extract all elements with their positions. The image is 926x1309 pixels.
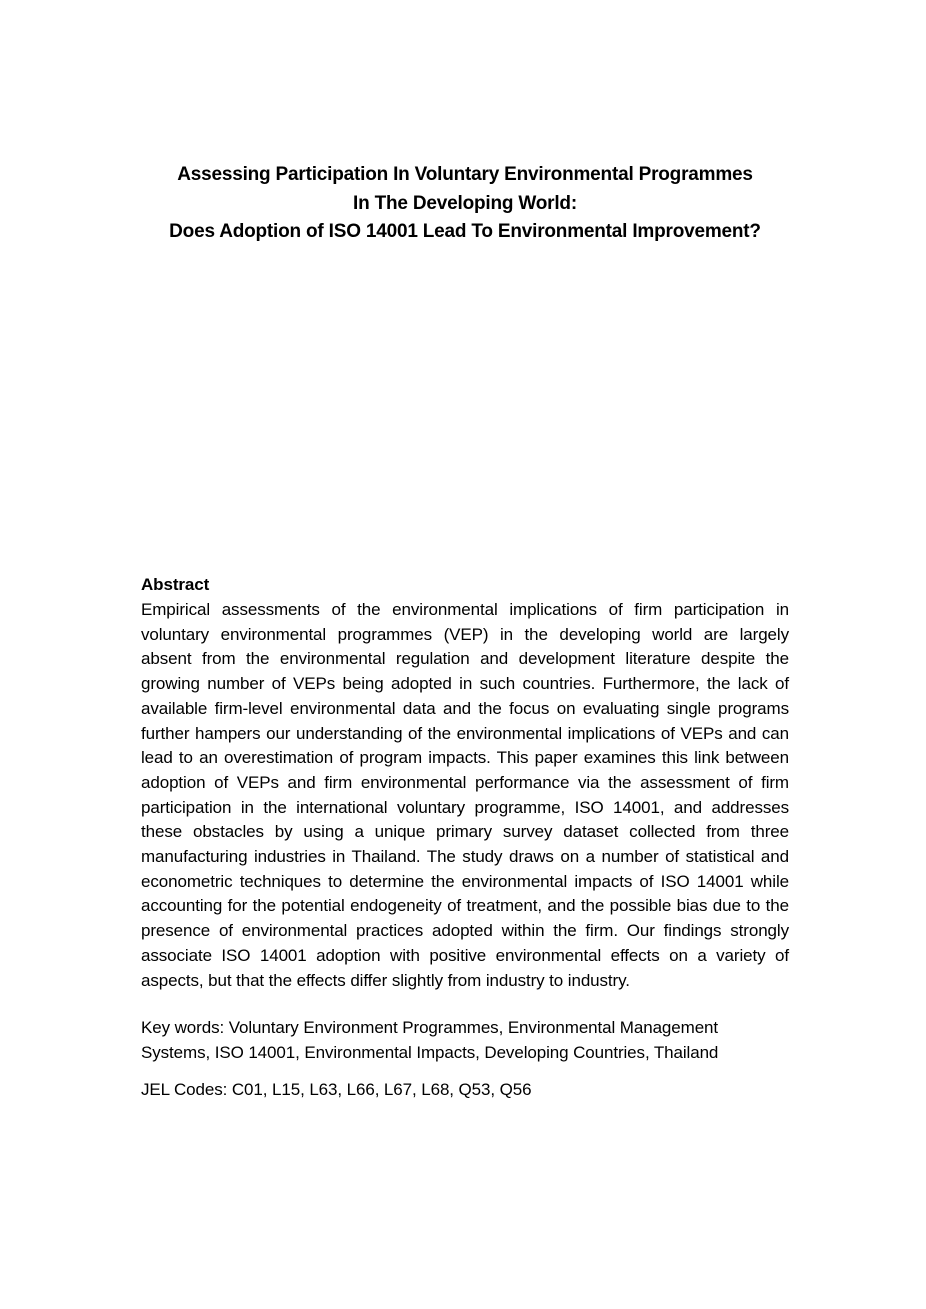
text-line: associate ISO 14001 adoption with positive environmental effects on a variety of (141, 945, 789, 965)
abstract-text (141, 598, 789, 993)
text-line: available firm-level environmental data and the focus on evaluating single programs (141, 698, 789, 718)
keywords-text (141, 1016, 789, 1065)
text-line: aspects, but that the effects differ slightly from industry to industry. (141, 970, 630, 990)
text-line: In The Developing World: (353, 192, 577, 214)
text-line: voluntary environmental programmes (VEP) in the developing world are largely (141, 624, 789, 644)
text-line: growing number of VEPs being adopted in such countries. Furthermore, the lack of (141, 674, 789, 694)
paper-title (139, 161, 791, 247)
text-line: manufacturing industries in Thailand. The study draws on a number of statistical and (141, 847, 789, 867)
text-line: econometric techniques to determine the environmental impacts of ISO 14001 while (141, 871, 789, 891)
abstract-heading: Abstract (141, 575, 210, 594)
text-line: further hampers our understanding of the environmental implications of VEPs and can (141, 723, 789, 743)
text-line: presence of environmental practices adopted within the firm. Our findings strongly (141, 921, 789, 941)
text-line: Key words: Voluntary Environment Programmes, Environmental Management (141, 1018, 719, 1037)
jel-codes-text: JEL Codes: C01, L15, L63, L66, L67, L68, Q53, Q56 (141, 1080, 532, 1099)
text-line: these obstacles by using a unique primary survey dataset collected from three (141, 822, 789, 842)
text-line: Assessing Participation In Voluntary Environmental Programmes (177, 164, 753, 185)
text-line: accounting for the potential endogeneity of treatment, and the possible bias due to the (141, 896, 789, 916)
text-line: participation in the international voluntary programme, ISO 14001, and addresses (141, 797, 789, 817)
text-line: Systems, ISO 14001, Environmental Impacts, Developing Countries, Thailand (141, 1042, 719, 1062)
text-line: Empirical assessments of the environmental implications of firm participation in (141, 600, 789, 619)
text-line: absent from the environmental regulation and development literature despite the (141, 649, 789, 669)
text-line: Does Adoption of ISO 14001 Lead To Environmental Improvement? (169, 221, 761, 243)
text-line: lead to an overestimation of program impacts. This paper examines this link between (141, 748, 789, 768)
text-line: adoption of VEPs and firm environmental performance via the assessment of firm (141, 772, 789, 792)
